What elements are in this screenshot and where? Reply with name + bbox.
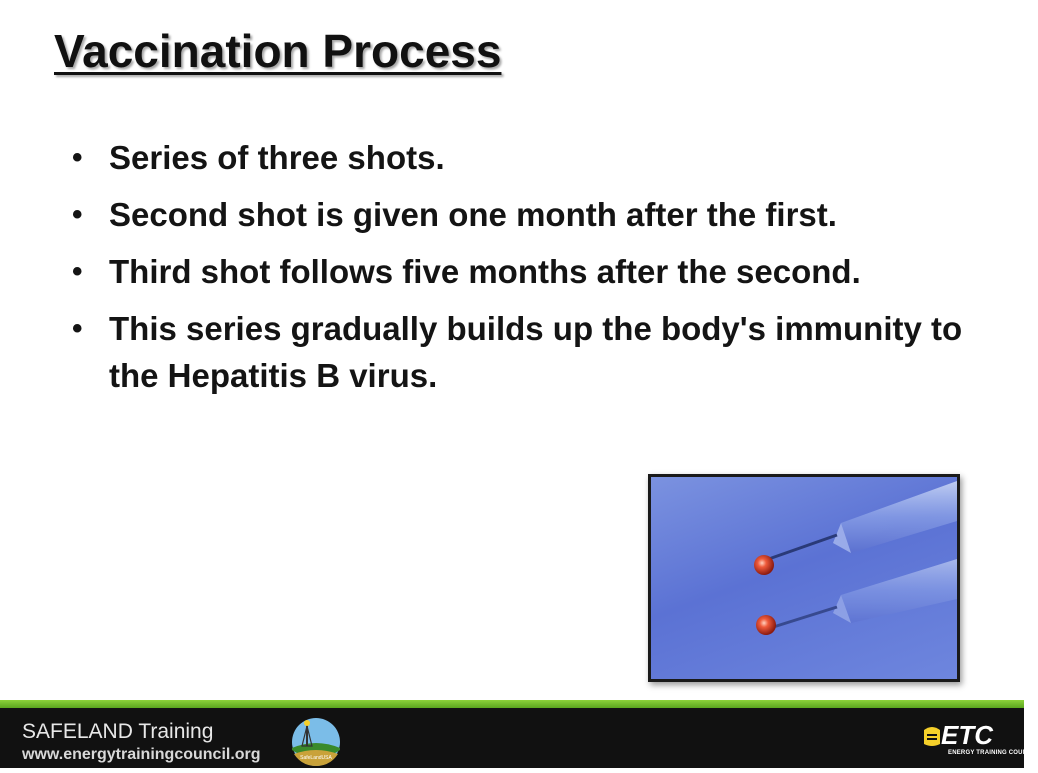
bullet-text: Series of three shots. (109, 139, 445, 176)
safeland-logo-text: SafeLandUSA (300, 755, 332, 761)
etc-logo-subtitle: ENERGY TRAINING COUNCIL (948, 750, 1038, 756)
bullet-text: This series gradually builds up the body's immunity to the Hepatitis B virus. (109, 310, 963, 394)
syringe-photo (648, 474, 960, 682)
etc-logo-text: ETC (941, 720, 993, 750)
bullet-item (72, 134, 1002, 181)
bullet-list (72, 134, 1002, 409)
bullet-dot: • (72, 198, 83, 231)
slide-title: Vaccination Process (54, 25, 502, 77)
bullet-dot: • (72, 312, 83, 345)
etc-logo (922, 720, 1038, 762)
footer-brand: SAFELAND Training (22, 720, 214, 743)
etc-emblem-icon (922, 726, 942, 748)
syringe-top (763, 481, 957, 561)
footer-bar (0, 708, 1038, 768)
blood-drop-top (754, 555, 774, 575)
bullet-item (72, 248, 1002, 295)
bullet-dot: • (72, 255, 83, 288)
bullet-text: Second shot is given one month after the first. (109, 196, 837, 233)
bullet-text: Third shot follows five months after the second. (109, 253, 861, 290)
footer-accent-stripe (0, 700, 1024, 708)
bullet-dot: • (72, 141, 83, 174)
blood-drop-bottom (756, 615, 776, 635)
syringe-illustration (651, 477, 957, 679)
bullet-item (72, 191, 1002, 238)
syringe-bottom (767, 559, 957, 629)
bullet-item (72, 305, 1002, 399)
footer-url: www.energytrainingcouncil.org (22, 746, 261, 763)
safeland-logo (290, 716, 342, 768)
